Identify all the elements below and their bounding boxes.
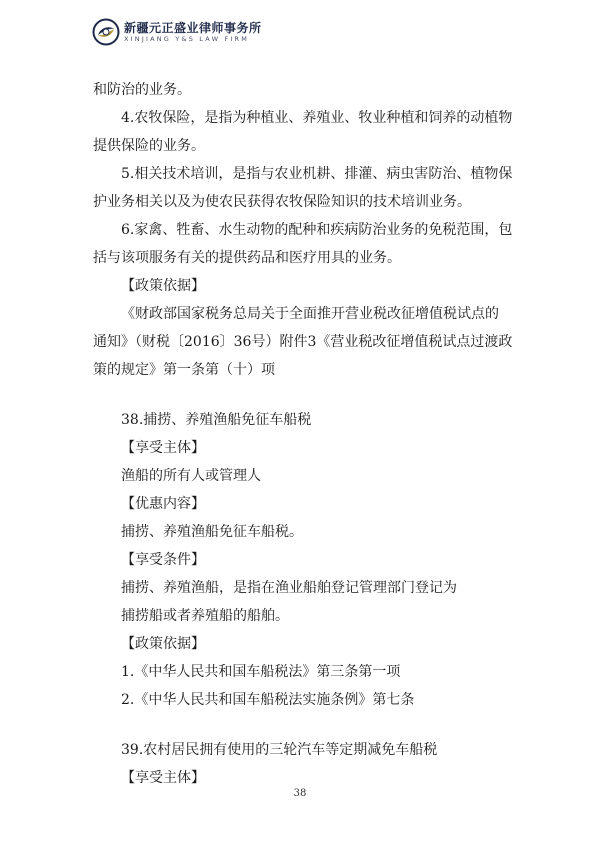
text-line: 渔船的所有人或管理人: [121, 468, 261, 484]
text-line: 通知》（财税〔2016〕36号）附件3《营业税改征增值税试点过渡政: [93, 334, 513, 350]
section-heading: 【政策依据】: [121, 636, 205, 652]
text-line: 2.《中华人民共和国车船税法实施条例》第七条: [121, 692, 415, 708]
firm-name-en: XINJIANG Y&S LAW FIRM: [124, 35, 250, 43]
text-line: 捕捞、养殖渔船，是指在渔业船舶登记管理部门登记为: [121, 580, 457, 596]
text-line: 策的规定》第一条第（十）项: [93, 362, 275, 378]
text-line: 捕捞、养殖渔船免征车船税。: [121, 524, 303, 540]
text-line: 4.农牧保险，是指为种植业、养殖业、牧业种植和饲养的动植物: [121, 110, 513, 126]
text-line: 5.相关技术培训，是指与农业机耕、排灌、病虫害防治、植物保: [121, 166, 513, 182]
paragraph-gap: [93, 384, 523, 406]
document-body: [93, 76, 523, 792]
section-heading: 【优惠内容】: [121, 496, 205, 512]
text-line: 1.《中华人民共和国车船税法》第三条第一项: [121, 664, 401, 680]
section-heading: 【享受主体】: [121, 770, 205, 786]
text-line: 和防治的业务。: [93, 82, 191, 98]
text-line: 捕捞船或者养殖船的船舶。: [121, 608, 289, 624]
section-heading: 【享受主体】: [121, 440, 205, 456]
text-line: 护业务相关以及为使农民获得农牧保险知识的技术培训业务。: [93, 194, 471, 210]
section-heading: 【享受条件】: [121, 552, 205, 568]
page-number: 38: [293, 788, 307, 799]
item-title: 38.捕捞、养殖渔船免征车船税: [121, 412, 312, 428]
paragraph-gap: [93, 714, 523, 736]
text-line: 括与该项服务有关的提供药品和医疗用具的业务。: [93, 250, 401, 266]
item-title: 39.农村居民拥有使用的三轮汽车等定期减免车船税: [121, 742, 438, 758]
text-line: 提供保险的业务。: [93, 138, 205, 154]
firm-name-cn: 新疆元正盛业律师事务所: [124, 21, 262, 35]
section-heading: 【政策依据】: [121, 278, 205, 294]
text-line: 《财政部国家税务总局关于全面推开营业税改征增值税试点的: [121, 306, 499, 322]
text-line: 6.家禽、牲畜、水生动物的配种和疾病防治业务的免税范围，包: [121, 222, 513, 238]
firm-logo-icon: [92, 18, 120, 46]
page-header: [92, 16, 512, 50]
